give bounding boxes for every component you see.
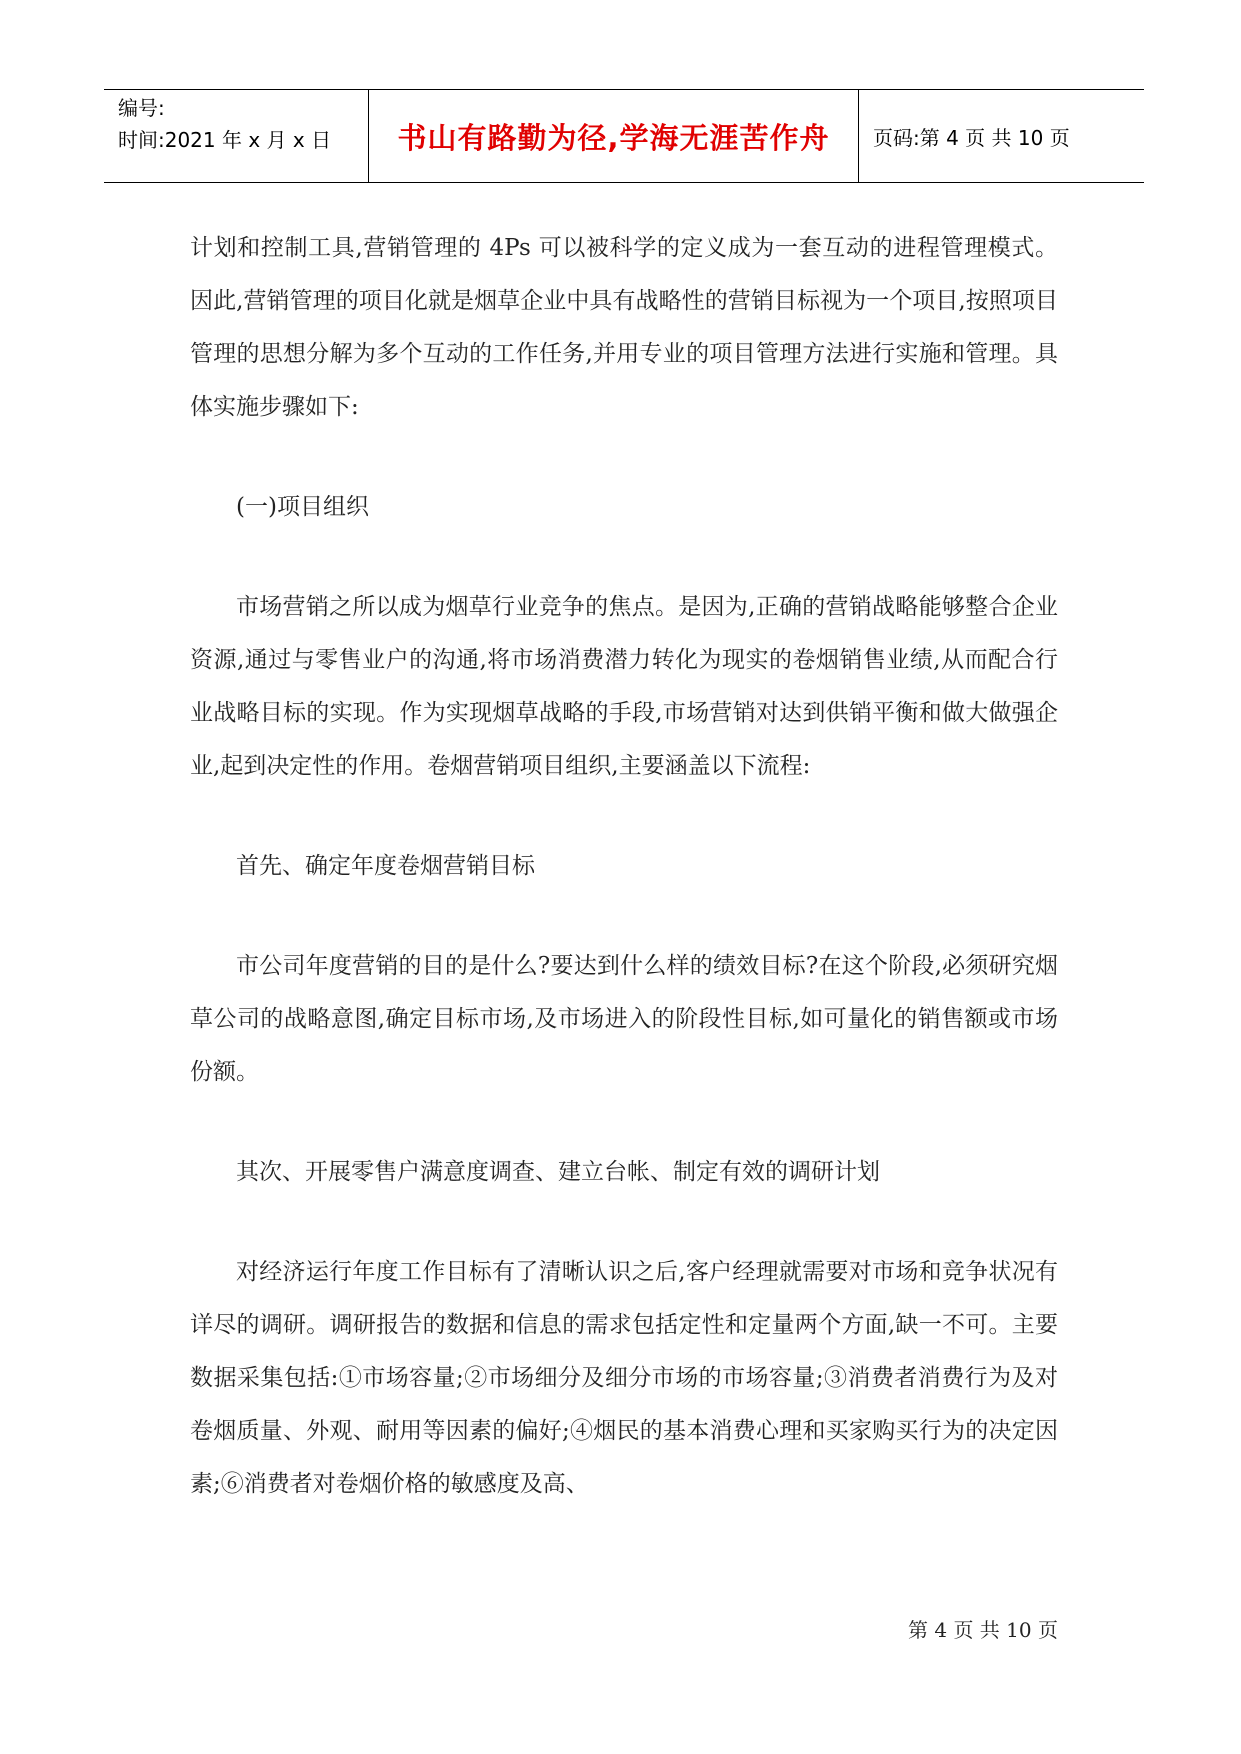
- time-label: 时间:2021 年 x 月 x 日: [118, 128, 332, 152]
- paragraph-step-first: 首先、确定年度卷烟营销目标: [236, 853, 535, 879]
- paragraph-intro: 计划和控制工具,营销管理的 4Ps 可以被科学的定义成为一套互动的进程管理模式。因此,营销管理的项目化就是烟草企业中具有战略性的营销目标视为一个项目,按照项目管理的思想分解为多个互动的工作任务,并用专业的项目管理方法进行实施和管理。具体实施步骤如下:: [190, 235, 1058, 420]
- header-motto: 书山有路勤为径,学海无涯苦作舟: [369, 90, 859, 182]
- paragraph-organization: 市场营销之所以成为烟草行业竞争的焦点。是因为,正确的营销战略能够整合企业资源,通过与零售业户的沟通,将市场消费潜力转化为现实的卷烟销售业绩,从而配合行业战略目标的实现。作为实现烟草战略的手段,市场营销对达到供销平衡和做大做强企业,起到决定性的作用。卷烟营销项目组织,主要涵盖以下流程:: [190, 594, 1058, 779]
- number-label: 编号:: [118, 96, 165, 120]
- page-header: [104, 89, 1144, 183]
- paragraph-step-second: 其次、开展零售户满意度调查、建立台帐、制定有效的调研计划: [236, 1159, 880, 1185]
- header-meta: [104, 90, 369, 182]
- paragraph-research: 对经济运行年度工作目标有了清晰认识之后,客户经理就需要对市场和竞争状况有详尽的调研。调研报告的数据和信息的需求包括定性和定量两个方面,缺一不可。主要数据采集包括:①市场容量;②市场细分及细分市场的市场容量;③消费者消费行为及对卷烟质量、外观、耐用等因素的偏好;④烟民的基本消费心理和买家购买行为的决定因素;⑥消费者对卷烟价格的敏感度及高、: [190, 1259, 1058, 1497]
- page-footer: 第 4 页 共 10 页: [908, 1618, 1058, 1642]
- section-heading: (一)项目组织: [236, 494, 369, 520]
- paragraph-goals: 市公司年度营销的目的是什么?要达到什么样的绩效目标?在这个阶段,必须研究烟草公司的战略意图,确定目标市场,及市场进入的阶段性目标,如可量化的销售额或市场份额。: [190, 953, 1058, 1085]
- header-page-number: 页码:第 4 页 共 10 页: [873, 125, 1070, 150]
- document-body: [190, 222, 1058, 1511]
